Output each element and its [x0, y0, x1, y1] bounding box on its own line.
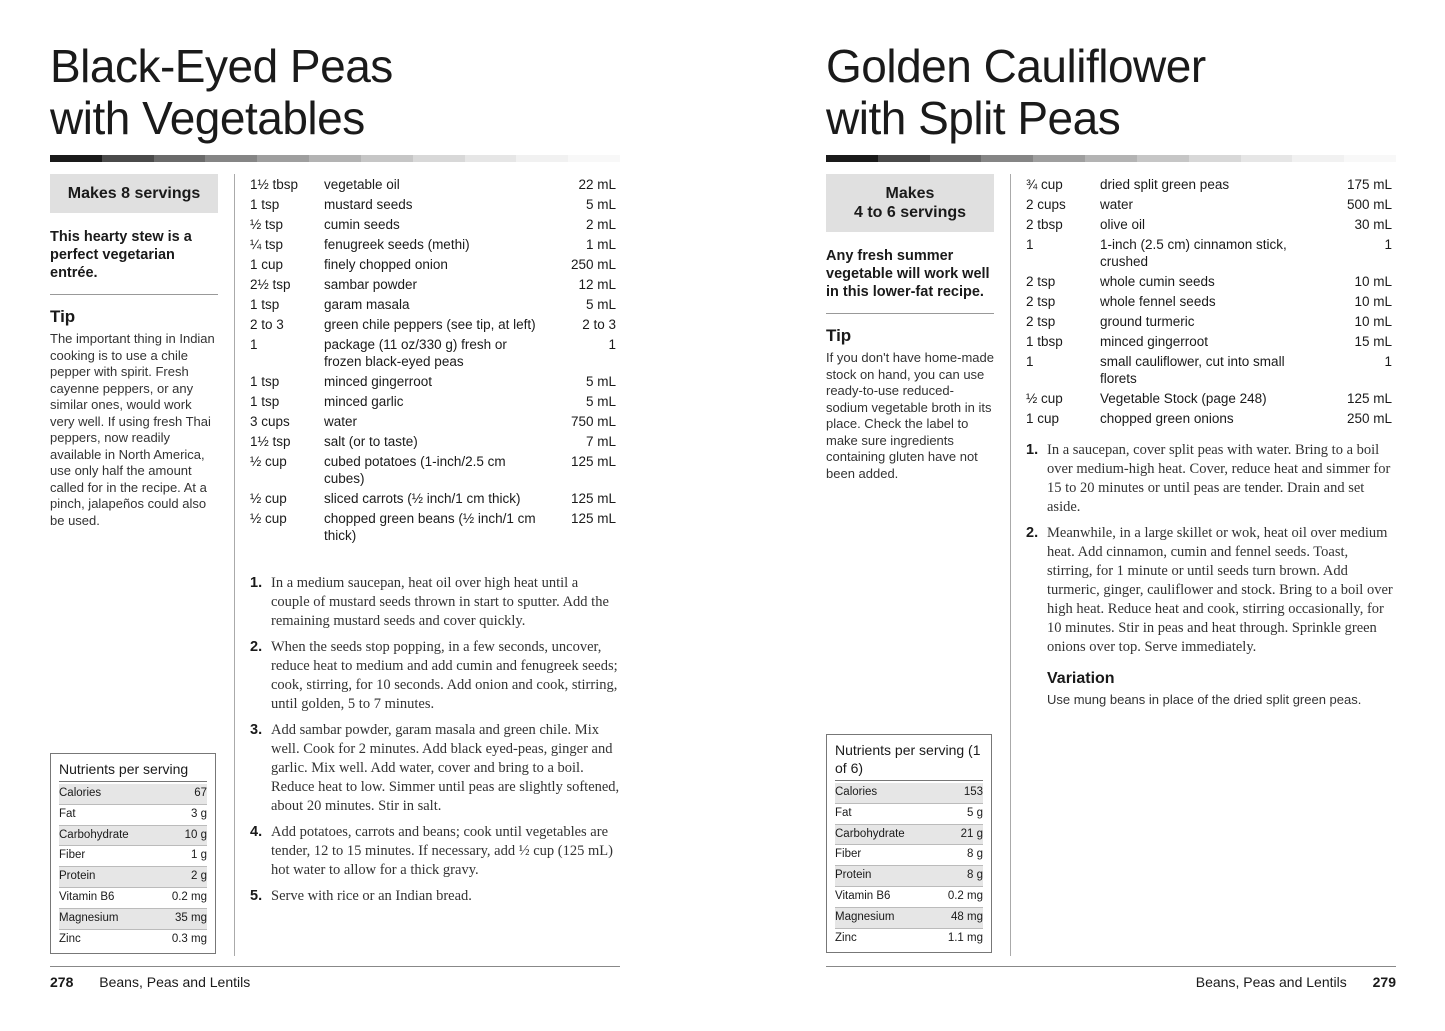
- nutrient-row: [59, 826, 207, 847]
- nutrient-value: 8 g: [967, 869, 983, 882]
- ingredient-quantity: 1 cup: [1026, 411, 1060, 426]
- page-number: 278: [50, 974, 74, 990]
- ingredient-name: small cauliflower, cut into small florets: [1100, 354, 1285, 386]
- ingredient-name: whole fennel seeds: [1100, 294, 1216, 309]
- ingredient-quantity: ½ cup: [250, 491, 287, 506]
- method-steps: [250, 574, 620, 913]
- page-number: 279: [1372, 974, 1396, 990]
- ingredient-row: [1026, 216, 1392, 233]
- ingredient-quantity: 2 tbsp: [1026, 217, 1063, 232]
- ingredient-row: [250, 256, 616, 273]
- method-step: [1026, 441, 1396, 517]
- ingredient-name: water: [324, 414, 358, 429]
- gradient-segment: [154, 155, 206, 162]
- ingredient-quantity: 2 tsp: [1026, 314, 1056, 329]
- gradient-segment: [309, 155, 361, 162]
- ingredient-name: garam masala: [324, 297, 410, 312]
- method-step: [250, 887, 620, 906]
- column-divider: [234, 174, 235, 956]
- ingredient-row: [1026, 273, 1392, 290]
- method-step: [250, 823, 620, 880]
- ingredient-row: [250, 236, 616, 253]
- gradient-segment: [257, 155, 309, 162]
- nutrient-row: [835, 908, 983, 929]
- nutrient-label: Calories: [59, 787, 102, 799]
- ingredient-metric: 125 mL: [570, 491, 616, 506]
- section-name: Beans, Peas and Lentils: [99, 974, 251, 990]
- ingredient-quantity: ½ cup: [1026, 391, 1063, 406]
- ingredient-metric: 12 mL: [578, 277, 616, 292]
- ingredient-name: salt (or to taste): [324, 434, 418, 449]
- step-number: 3.: [250, 722, 263, 738]
- gradient-segment: [568, 155, 620, 162]
- recipe-sidebar: [826, 174, 994, 482]
- nutrient-label: Fiber: [59, 849, 86, 862]
- step-number: 1.: [250, 575, 263, 591]
- tip-text: The important thing in Indian cooking is to use a chile pepper with spirit. Fresh cayenne peppers, or any similar ones, would work very well. If using fresh Thai peppers, now readily available in North America, use only half the amount called for in the recipe. At a pinch, jalapeños could also be used.: [50, 331, 215, 528]
- nutrient-value: 10 g: [184, 828, 207, 841]
- nutrient-value: 2 g: [191, 870, 207, 883]
- ingredient-row: [250, 510, 616, 544]
- left-page: [50, 0, 620, 1031]
- nutrient-label: Vitamin B6: [59, 890, 115, 903]
- ingredient-metric: 5 mL: [585, 394, 616, 409]
- ingredient-metric: 30 mL: [1354, 217, 1392, 232]
- ingredient-name: sliced carrots (½ inch/1 cm thick): [324, 491, 521, 506]
- ingredient-metric: 1: [608, 337, 616, 352]
- ingredient-row: [1026, 176, 1392, 193]
- recipe-title: [50, 40, 393, 144]
- ingredient-name: olive oil: [1100, 217, 1146, 232]
- ingredient-metric: 2 to 3: [582, 317, 616, 332]
- ingredient-row: [250, 453, 616, 487]
- step-number: 1.: [1026, 442, 1039, 458]
- ingredient-row: [250, 413, 616, 430]
- ingredient-quantity: 1½ tbsp: [250, 177, 299, 192]
- ingredient-quantity: 2 cups: [1026, 197, 1066, 212]
- ingredient-name: chopped green onions: [1100, 411, 1234, 426]
- variation-heading: Variation: [1047, 670, 1115, 687]
- nutrient-label: Carbohydrate: [59, 828, 129, 841]
- footer-rule: [826, 966, 1396, 967]
- servings-box: Makes 4 to 6 servings: [826, 174, 994, 232]
- ingredient-row: [250, 296, 616, 313]
- right-page: [826, 0, 1396, 1031]
- ingredient-row: [250, 216, 616, 233]
- ingredient-quantity: ½ tsp: [250, 217, 284, 232]
- nutrient-row: [835, 845, 983, 866]
- gradient-segment: [878, 155, 930, 162]
- ingredient-row: [250, 393, 616, 410]
- nutrient-value: 0.2 mg: [947, 889, 983, 902]
- nutrient-label: Magnesium: [59, 911, 119, 924]
- gradient-segment: [981, 155, 1033, 162]
- nutrient-value: 3 g: [191, 807, 207, 820]
- ingredient-name: 1-inch (2.5 cm) cinnamon stick, crushed: [1100, 237, 1287, 269]
- nutrients-title: Nutrients per serving: [59, 760, 207, 782]
- ingredient-name: minced garlic: [324, 394, 404, 409]
- ingredient-quantity: 2 tsp: [1026, 294, 1056, 309]
- ingredient-name: ground turmeric: [1100, 314, 1195, 329]
- ingredient-name: fenugreek seeds (methi): [324, 237, 470, 252]
- ingredient-name: Vegetable Stock (page 248): [1100, 391, 1267, 406]
- tip-heading: Tip: [50, 307, 76, 326]
- recipe-title: [826, 40, 1206, 144]
- variation-text: Use mung beans in place of the dried split green peas.: [1047, 692, 1362, 707]
- ingredient-row: [1026, 333, 1392, 350]
- nutrient-label: Protein: [835, 869, 872, 882]
- nutrient-value: 67: [194, 787, 207, 799]
- step-list: [1026, 441, 1396, 657]
- nutrients-table: [59, 784, 207, 949]
- ingredient-name: vegetable oil: [324, 177, 400, 192]
- nutrient-value: 48 mg: [951, 910, 983, 923]
- nutrient-value: 153: [963, 786, 983, 798]
- gradient-segment: [1189, 155, 1241, 162]
- ingredient-metric: 1: [1384, 354, 1392, 369]
- ingredient-name: cubed potatoes (1-inch/2.5 cm cubes): [324, 454, 506, 486]
- footer: [50, 973, 250, 991]
- ingredient-row: [1026, 390, 1392, 407]
- ingredient-row: [250, 433, 616, 450]
- nutrient-row: [59, 805, 207, 826]
- gradient-segment: [102, 155, 154, 162]
- step-text: In a saucepan, cover split peas with water. Bring to a boil over medium-high heat. Cover, reduce heat and simmer for 15 to 20 minutes or until peas are tender. Drain and set aside.: [1047, 442, 1391, 515]
- ingredient-metric: 5 mL: [585, 297, 616, 312]
- ingredient-quantity: 2 tsp: [1026, 274, 1056, 289]
- gradient-segment: [516, 155, 568, 162]
- step-text: In a medium saucepan, heat oil over high heat until a couple of mustard seeds thrown in start to sputter. Add the remaining mustard seeds and cover quickly.: [271, 575, 609, 629]
- nutrient-row: [835, 929, 983, 949]
- intro-text: This hearty stew is a perfect vegetarian entrée.: [50, 228, 218, 295]
- ingredient-quantity: ½ cup: [250, 511, 287, 526]
- gradient-segment: [413, 155, 465, 162]
- nutrient-value: 0.2 mg: [171, 890, 207, 903]
- ingredient-quantity: 3 cups: [250, 414, 290, 429]
- ingredient-list: [250, 176, 616, 547]
- ingredient-quantity: 1 tbsp: [1026, 334, 1063, 349]
- tip-heading: Tip: [826, 326, 852, 345]
- ingredient-quantity: 1: [1026, 354, 1034, 369]
- ingredient-quantity: 2½ tsp: [250, 277, 291, 292]
- ingredient-name: sambar powder: [324, 277, 418, 292]
- ingredient-quantity: 1 tsp: [250, 394, 280, 409]
- nutrient-row: [59, 867, 207, 888]
- gradient-segment: [1292, 155, 1344, 162]
- nutrient-label: Fat: [835, 806, 852, 819]
- nutrient-row: [835, 804, 983, 825]
- nutrient-row: [835, 887, 983, 908]
- ingredient-quantity: 1 tsp: [250, 297, 280, 312]
- title-line-1: Black-Eyed Peas: [50, 40, 393, 92]
- gradient-segment: [930, 155, 982, 162]
- nutrient-row: [59, 888, 207, 909]
- ingredient-name: chopped green beans (½ inch/1 cm thick): [324, 511, 536, 543]
- nutrients-box: [50, 753, 216, 954]
- recipe-sidebar: [50, 174, 218, 529]
- nutrients-title: Nutrients per serving (1 of 6): [835, 741, 983, 781]
- method-steps: [1026, 441, 1396, 709]
- ingredient-quantity: 1 tsp: [250, 374, 280, 389]
- gradient-segment: [1085, 155, 1137, 162]
- step-text: When the seeds stop popping, in a few seconds, uncover, reduce heat to medium and add cumin and fenugreek seeds; cook, stirring, for 10 seconds. Add onion and cook, stirring, until golden, 5 to 7 minutes.: [271, 639, 618, 712]
- nutrient-row: [835, 783, 983, 804]
- gradient-segment: [826, 155, 878, 162]
- gradient-segment: [50, 155, 102, 162]
- gradient-bar: [50, 155, 620, 162]
- ingredient-row: [250, 373, 616, 390]
- nutrient-value: 35 mg: [175, 911, 207, 924]
- ingredient-name: cumin seeds: [324, 217, 400, 232]
- column-divider: [1010, 174, 1011, 956]
- method-step: [250, 574, 620, 631]
- ingredient-quantity: ¼ tsp: [250, 237, 284, 252]
- ingredient-row: [1026, 196, 1392, 213]
- ingredient-metric: 500 mL: [1346, 197, 1392, 212]
- ingredient-metric: 175 mL: [1346, 177, 1392, 192]
- tip-text: If you don't have home-made stock on hand, you can use ready-to-use reduced-sodium vegetable broth in its place. Check the label to make sure ingredients containing gluten have not been added.: [826, 350, 994, 481]
- ingredient-metric: 250 mL: [1346, 411, 1392, 426]
- nutrient-label: Vitamin B6: [835, 889, 891, 902]
- step-number: 2.: [1026, 525, 1039, 541]
- servings-box: Makes 8 servings: [50, 174, 218, 213]
- ingredient-metric: 125 mL: [570, 454, 616, 469]
- step-text: Add potatoes, carrots and beans; cook until vegetables are tender, 12 to 15 minutes. If necessary, add ½ cup (125 mL) hot water to allow for a thick gravy.: [271, 824, 613, 878]
- ingredient-name: green chile peppers (see tip, at left): [324, 317, 536, 332]
- section-name: Beans, Peas and Lentils: [1195, 974, 1347, 990]
- nutrient-label: Zinc: [59, 932, 81, 945]
- ingredient-name: water: [1100, 197, 1134, 212]
- nutrients-table: [835, 783, 983, 948]
- nutrient-value: 21 g: [960, 827, 983, 840]
- ingredient-metric: 125 mL: [570, 511, 616, 526]
- step-number: 5.: [250, 888, 263, 904]
- method-step: [250, 721, 620, 816]
- ingredient-name: minced gingerroot: [1100, 334, 1209, 349]
- gradient-segment: [1033, 155, 1085, 162]
- ingredient-row: [250, 336, 616, 370]
- nutrient-value: 1.1 mg: [947, 931, 983, 944]
- ingredient-row: [1026, 353, 1392, 387]
- step-text: Add sambar powder, garam masala and green chile. Mix well. Cook for 2 minutes. Add black eyed-peas, ginger and garlic. Mix well. Add water, cover and bring to a boil. Reduce heat to low. Simmer until peas are slightly softened, about 20 minutes. Stir in salt.: [271, 722, 620, 814]
- ingredient-metric: 750 mL: [570, 414, 616, 429]
- nutrients-box: [826, 734, 992, 953]
- nutrient-row: [59, 846, 207, 867]
- ingredient-metric: 1 mL: [585, 237, 616, 252]
- ingredient-quantity: 1½ tsp: [250, 434, 291, 449]
- gradient-segment: [465, 155, 517, 162]
- nutrient-label: Fiber: [835, 848, 862, 861]
- method-step: [250, 638, 620, 714]
- ingredient-name: finely chopped onion: [324, 257, 448, 272]
- gradient-segment: [1137, 155, 1189, 162]
- ingredient-metric: 15 mL: [1354, 334, 1392, 349]
- ingredient-row: [1026, 236, 1392, 270]
- nutrient-label: Calories: [835, 786, 878, 798]
- nutrient-row: [59, 909, 207, 930]
- title-line-2: with Split Peas: [826, 92, 1121, 144]
- step-text: Meanwhile, in a large skillet or wok, heat oil over medium heat. Add cinnamon, cumin and fennel seeds. Toast, stirring, for 1 minute or until seeds turn brown. Add turmeric, ginger, cauliflower and stock. Bring to a boil over high heat. Reduce heat and cook, stirring occasionally, for 10 minutes. Stir in peas and heat through. Sprinkle green onions over top. Serve immediately.: [1047, 525, 1393, 655]
- ingredient-quantity: 1: [250, 337, 258, 352]
- ingredient-row: [250, 316, 616, 333]
- ingredient-row: [1026, 313, 1392, 330]
- ingredient-metric: 5 mL: [585, 197, 616, 212]
- ingredient-metric: 10 mL: [1354, 274, 1392, 289]
- footer-rule: [50, 966, 620, 967]
- ingredient-list: [1026, 176, 1392, 430]
- step-number: 4.: [250, 824, 263, 840]
- footer: [1196, 973, 1396, 991]
- gradient-segment: [205, 155, 257, 162]
- nutrient-value: 0.3 mg: [171, 932, 207, 945]
- gradient-segment: [361, 155, 413, 162]
- ingredient-quantity: ¾ cup: [1026, 177, 1063, 192]
- nutrient-label: Carbohydrate: [835, 827, 905, 840]
- ingredient-metric: 250 mL: [570, 257, 616, 272]
- nutrient-row: [59, 930, 207, 950]
- intro-text: Any fresh summer vegetable will work well in this lower-fat recipe.: [826, 247, 994, 314]
- ingredient-quantity: 1 tsp: [250, 197, 280, 212]
- ingredient-name: dried split green peas: [1100, 177, 1230, 192]
- ingredient-metric: 10 mL: [1354, 314, 1392, 329]
- ingredient-metric: 1: [1384, 237, 1392, 252]
- nutrient-label: Protein: [59, 870, 96, 883]
- ingredient-metric: 22 mL: [578, 177, 616, 192]
- nutrient-value: 1 g: [191, 849, 207, 862]
- ingredient-name: package (11 oz/330 g) fresh or frozen black-eyed peas: [324, 337, 507, 369]
- ingredient-row: [250, 276, 616, 293]
- gradient-segment: [1344, 155, 1396, 162]
- ingredient-metric: 125 mL: [1346, 391, 1392, 406]
- method-step: [1026, 524, 1396, 657]
- step-text: Serve with rice or an Indian bread.: [271, 888, 472, 904]
- nutrient-row: [835, 825, 983, 846]
- ingredient-metric: 7 mL: [585, 434, 616, 449]
- title-line-1: Golden Cauliflower: [826, 40, 1206, 92]
- ingredient-quantity: 1 cup: [250, 257, 284, 272]
- nutrient-label: Magnesium: [835, 910, 895, 923]
- ingredient-quantity: 2 to 3: [250, 317, 284, 332]
- gradient-segment: [1241, 155, 1293, 162]
- nutrient-row: [835, 866, 983, 887]
- ingredient-row: [250, 490, 616, 507]
- ingredient-metric: 2 mL: [585, 217, 616, 232]
- gradient-bar: [826, 155, 1396, 162]
- ingredient-row: [1026, 293, 1392, 310]
- step-number: 2.: [250, 639, 263, 655]
- nutrient-label: Fat: [59, 807, 76, 820]
- ingredient-name: whole cumin seeds: [1100, 274, 1215, 289]
- ingredient-metric: 10 mL: [1354, 294, 1392, 309]
- title-line-2: with Vegetables: [50, 92, 365, 144]
- nutrient-value: 8 g: [967, 848, 983, 861]
- ingredient-row: [250, 196, 616, 213]
- ingredient-name: mustard seeds: [324, 197, 413, 212]
- ingredient-row: [1026, 410, 1392, 427]
- nutrient-value: 5 g: [967, 806, 983, 819]
- ingredient-name: minced gingerroot: [324, 374, 433, 389]
- ingredient-quantity: 1: [1026, 237, 1034, 252]
- ingredient-metric: 5 mL: [585, 374, 616, 389]
- nutrient-label: Zinc: [835, 931, 857, 944]
- ingredient-row: [250, 176, 616, 193]
- ingredient-quantity: ½ cup: [250, 454, 287, 469]
- nutrient-row: [59, 784, 207, 805]
